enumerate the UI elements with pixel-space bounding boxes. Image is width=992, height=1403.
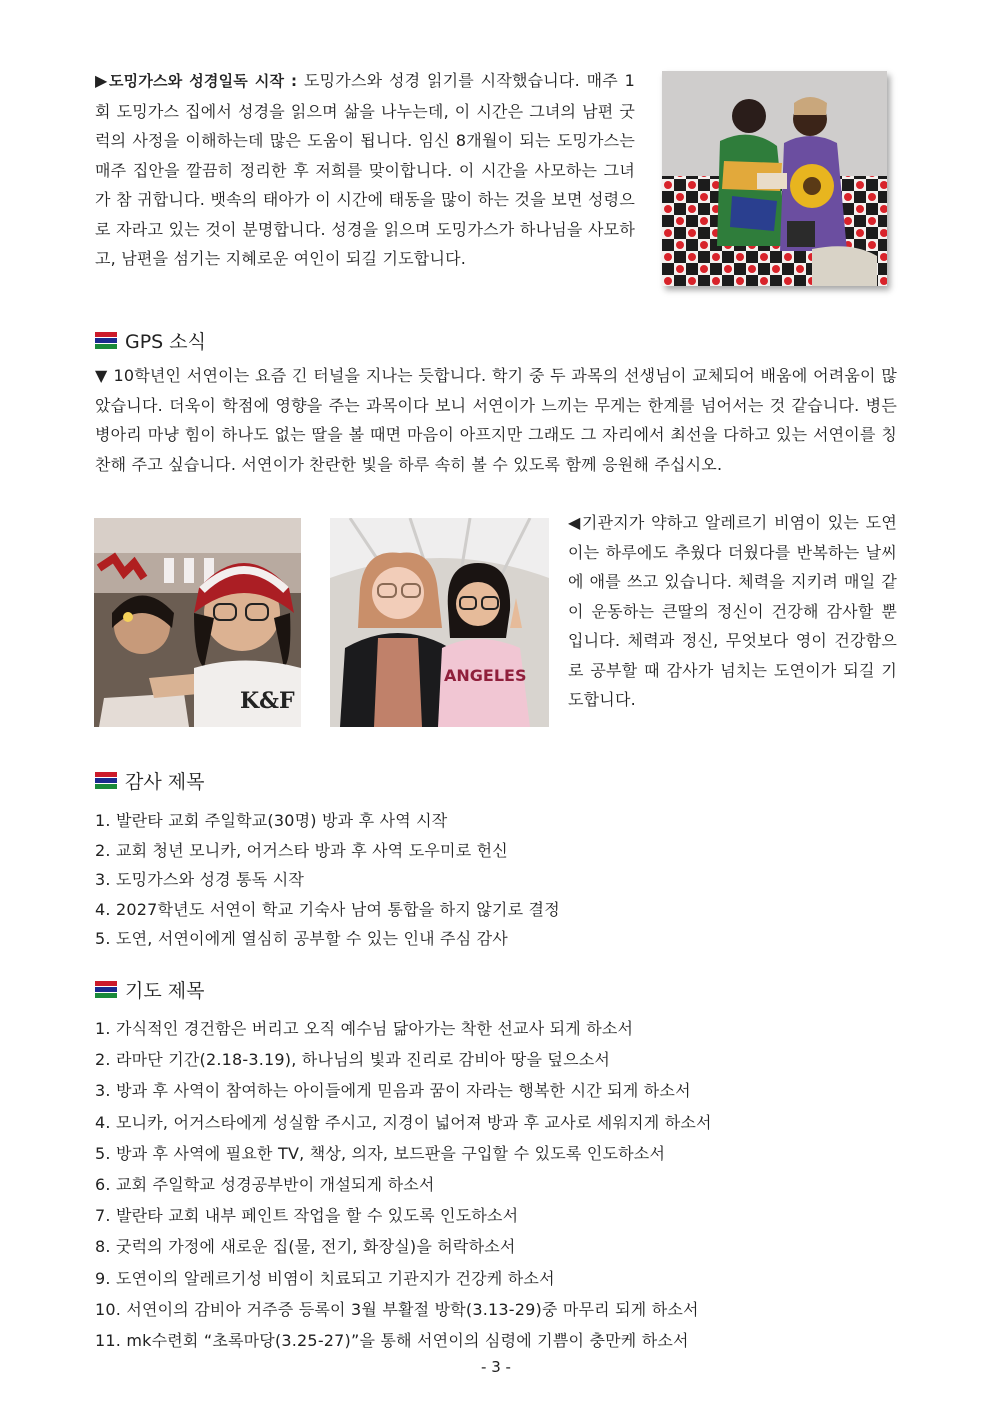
thanks-title: 감사 제목 bbox=[125, 770, 205, 793]
shirt-text-angeles: ANGELES bbox=[444, 666, 527, 685]
gambia-flag-icon bbox=[95, 981, 117, 998]
prayer-heading bbox=[95, 976, 204, 1002]
list-item: 1. 가식적인 경건함은 버리고 오직 예수님 닮아가는 착한 선교사 되게 하소서 bbox=[95, 1019, 634, 1038]
list-item: 4. 모니카, 어거스타에게 성실함 주시고, 지경이 넓어져 방과 후 교사로 세워지게 하소서 bbox=[95, 1112, 712, 1132]
list-item: 10. 서연이의 감비아 거주증 등록이 3월 부활절 방학(3.13-29)중 마무리 되게 하소서 bbox=[95, 1299, 699, 1319]
shirt-text-kf: K&F bbox=[240, 688, 295, 714]
page-number: - 3 - bbox=[481, 1358, 511, 1376]
list-item: 5. 방과 후 사역에 필요한 TV, 책상, 의자, 보드판을 구입할 수 있도록 인도하소서 bbox=[95, 1143, 666, 1163]
list-item: 2. 라마단 기간(2.18-3.19), 하나님의 빛과 진리로 감비아 땅을 덮으소서 bbox=[95, 1050, 611, 1070]
list-item: 4. 2027학년도 서연이 학교 기숙사 남여 통합을 하지 않기로 결정 bbox=[95, 899, 560, 919]
list-item: 8. 굿럭의 가정에 새로운 집(물, 전기, 화장실)을 허락하소서 bbox=[95, 1237, 516, 1257]
photo-bible-reading bbox=[662, 71, 887, 286]
gps-paragraph-seoyeon: ▼ 10학년인 서연이는 요즘 긴 터널을 지나는 듯합니다. 학기 중 두 과목의 선생님이 교체되어 배움에 어려움이 많았습니다. 더욱이 학점에 영향을 주는 과목이다 보니 서연이가 느끼는 무게는 한계를 넘어서는 것 같습니다. 병든 병아리 마냥 힘이 하나도 없는 딸을 볼 때면 마음이 아프지만 그래도 그 자리에서 최선을 다하고 있는 서연이를 칭찬해 주고 싶습니다. 서연이가 찬란한 빛을 하루 속히 볼 수 있도록 함께 응원해 주십시오. bbox=[95, 366, 897, 474]
dominggas-heading: 도밍가스와 성경일독 시작 : bbox=[108, 72, 298, 90]
list-item: 9. 도연이의 알레르기성 비염이 치료되고 기관지가 건강케 하소서 bbox=[95, 1268, 555, 1288]
prayer-title: 기도 제목 bbox=[125, 979, 205, 1002]
dominggas-paragraph bbox=[95, 66, 635, 274]
list-item: 7. 발란타 교회 내부 페인트 작업을 할 수 있도록 인도하소서 bbox=[95, 1206, 519, 1226]
list-item: 11. mk수련회 “초록마당(3.25-27)”을 통해 서연이의 심령에 기쁨이 충만케 하소서 bbox=[95, 1331, 689, 1351]
prayer-list bbox=[95, 1013, 712, 1356]
list-item: 2. 교회 청년 모니카, 어거스타 방과 후 사역 도우미로 헌신 bbox=[95, 840, 508, 860]
thanks-list bbox=[95, 806, 560, 954]
list-item: 5. 도연, 서연이에게 열심히 공부할 수 있는 인내 주심 감사 bbox=[95, 929, 508, 949]
dominggas-body: 도밍가스와 성경 읽기를 시작했습니다. 매주 1회 도밍가스 집에서 성경을 읽으며 삶을 나누는데, 이 시간은 그녀의 남편 굿럭의 사정을 이해하는데 많은 도움이 됩니다. 임신 8개월이 되는 도밍가스는 매주 집안을 깔끔히 정리한 후 저희를 맞이합니다. 이 시간을 사모하는 그녀가 참 귀합니다. 뱃속의 태아가 이 시간에 태동을 많이 하는 것을 보면 성령으로 자라고 있는 것이 분명합니다. 성경을 읽으며 도밍가스가 하나님을 사모하고, 남편을 섬기는 지혜로운 여인이 되길 기도합니다. bbox=[95, 71, 635, 268]
gps-title: GPS 소식 bbox=[125, 330, 206, 353]
gps-paragraph-doyeon: ◀기관지가 약하고 알레르기 비염이 있는 도연이는 하루에도 추웠다 더웠다를 반복하는 날씨에 애를 쓰고 있습니다. 체력을 지키려 매일 같이 운동하는 큰딸의 정신이 건강해 감사할 뿐입니다. 체력과 정신, 무엇보다 영이 건강함으로 공부할 때 감사가 넘치는 도연이가 되길 기도합니다. bbox=[568, 513, 897, 709]
photo-selfie-2 bbox=[330, 518, 549, 727]
list-item: 3. 방과 후 사역이 참여하는 아이들에게 믿음과 꿈이 자라는 행복한 시간 되게 하소서 bbox=[95, 1081, 691, 1101]
thanks-heading bbox=[95, 767, 204, 793]
bullet-marker: ▶ bbox=[95, 71, 109, 90]
gambia-flag-icon bbox=[95, 772, 117, 789]
list-item: 3. 도밍가스와 성경 통독 시작 bbox=[95, 870, 305, 890]
list-item: 6. 교회 주일학교 성경공부반이 개설되게 하소서 bbox=[95, 1175, 435, 1195]
photo-selfie-1 bbox=[94, 518, 301, 727]
list-item: 1. 발란타 교회 주일학교(30명) 방과 후 사역 시작 bbox=[95, 811, 448, 830]
gps-heading bbox=[95, 327, 206, 353]
gambia-flag-icon bbox=[95, 332, 117, 349]
